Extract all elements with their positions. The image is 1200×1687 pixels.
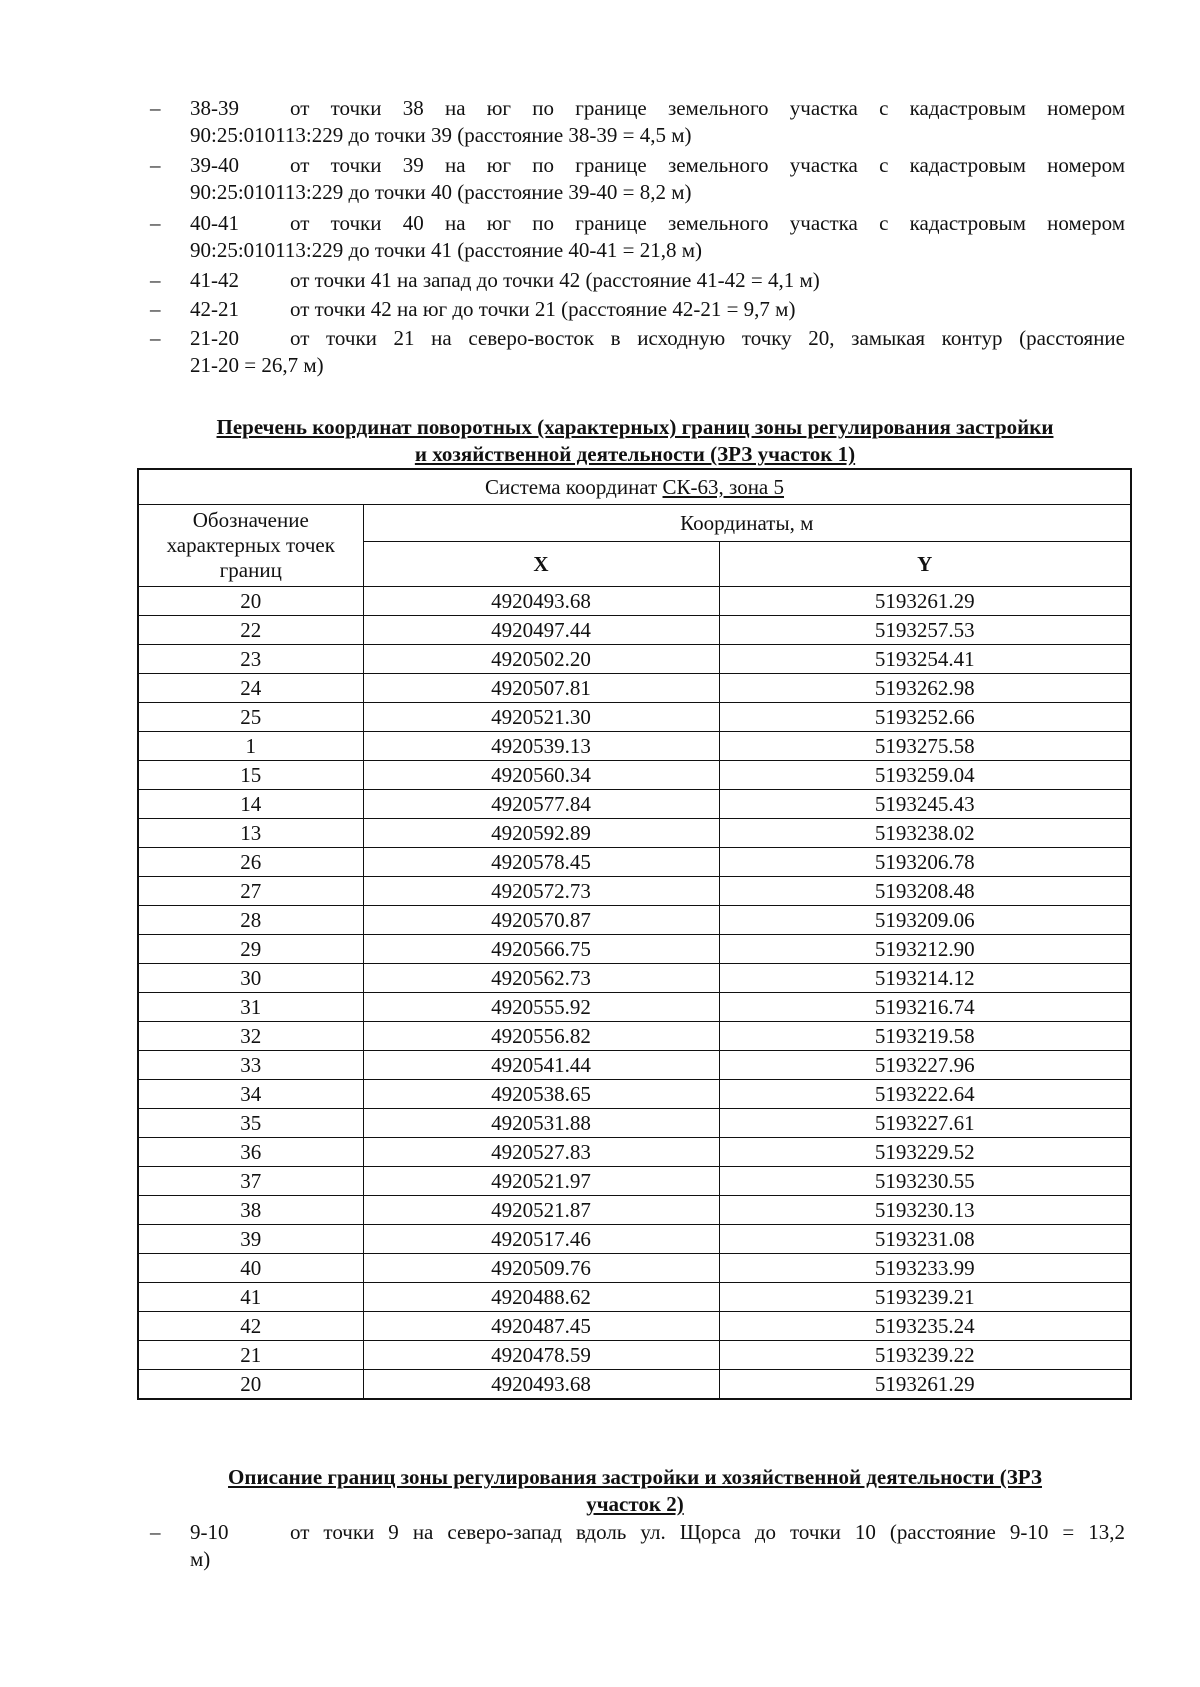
cell-x: 4920493.68 — [363, 587, 719, 616]
table-row — [138, 587, 1131, 616]
boundary-segment — [150, 152, 1125, 206]
cell-y: 5193227.61 — [719, 1109, 1131, 1138]
cell-point: 37 — [138, 1167, 363, 1196]
cell-point: 23 — [138, 645, 363, 674]
cell-point: 42 — [138, 1312, 363, 1341]
cell-y: 5193239.22 — [719, 1341, 1131, 1370]
cell-y: 5193238.02 — [719, 819, 1131, 848]
table-row — [138, 935, 1131, 964]
section-2-title — [140, 1464, 1130, 1518]
cell-point: 22 — [138, 616, 363, 645]
cell-x: 4920507.81 — [363, 674, 719, 703]
segment-code: 42-21 — [190, 297, 239, 321]
cell-point: 31 — [138, 993, 363, 1022]
cell-point: 32 — [138, 1022, 363, 1051]
table-row — [138, 645, 1131, 674]
boundary-segment — [150, 267, 1125, 294]
cell-point: 14 — [138, 790, 363, 819]
cell-y: 5193262.98 — [719, 674, 1131, 703]
x-column-header: X — [363, 542, 719, 587]
table-row — [138, 1022, 1131, 1051]
cell-x: 4920566.75 — [363, 935, 719, 964]
cell-point: 39 — [138, 1225, 363, 1254]
cell-y: 5193261.29 — [719, 1370, 1131, 1400]
cell-x: 4920478.59 — [363, 1341, 719, 1370]
boundary-segment — [150, 210, 1125, 264]
table-row — [138, 1167, 1131, 1196]
segment-description: от точки 40 на юг по границе земельного участка с кадастровым номером — [290, 211, 1125, 235]
cell-y: 5193208.48 — [719, 877, 1131, 906]
segment-description: от точки 38 на юг по границе земельного участка с кадастровым номером — [290, 96, 1125, 120]
cell-x: 4920527.83 — [363, 1138, 719, 1167]
cell-x: 4920531.88 — [363, 1109, 719, 1138]
cell-point: 29 — [138, 935, 363, 964]
cell-point: 36 — [138, 1138, 363, 1167]
cell-x: 4920517.46 — [363, 1225, 719, 1254]
cell-x: 4920592.89 — [363, 819, 719, 848]
cell-y: 5193206.78 — [719, 848, 1131, 877]
segment-code: 21-20 — [190, 326, 239, 350]
cell-x: 4920556.82 — [363, 1022, 719, 1051]
cell-y: 5193261.29 — [719, 587, 1131, 616]
cell-y: 5193239.21 — [719, 1283, 1131, 1312]
cell-y: 5193209.06 — [719, 906, 1131, 935]
cell-point: 24 — [138, 674, 363, 703]
cell-x: 4920572.73 — [363, 877, 719, 906]
cell-point: 25 — [138, 703, 363, 732]
segment-code: 38-39 — [190, 96, 239, 120]
cell-x: 4920509.76 — [363, 1254, 719, 1283]
cell-point: 35 — [138, 1109, 363, 1138]
section-2-title-line-1: Описание границ зоны регулирования застройки и хозяйственной деятельности (ЗРЗ — [228, 1465, 1042, 1489]
table-row — [138, 1109, 1131, 1138]
table-row — [138, 790, 1131, 819]
table-row — [138, 1370, 1131, 1400]
cell-point: 21 — [138, 1341, 363, 1370]
cell-y: 5193235.24 — [719, 1312, 1131, 1341]
cell-point: 34 — [138, 1080, 363, 1109]
cell-point: 30 — [138, 964, 363, 993]
cell-y: 5193245.43 — [719, 790, 1131, 819]
cell-y: 5193257.53 — [719, 616, 1131, 645]
cell-y: 5193252.66 — [719, 703, 1131, 732]
segment-description-continued: м) — [190, 1547, 211, 1571]
boundary-segment — [150, 95, 1125, 149]
table-row — [138, 1196, 1131, 1225]
cell-y: 5193233.99 — [719, 1254, 1131, 1283]
cell-y: 5193275.58 — [719, 732, 1131, 761]
cell-x: 4920577.84 — [363, 790, 719, 819]
boundary-segment — [150, 1519, 1125, 1573]
segment-code: 41-42 — [190, 268, 239, 292]
table-row — [138, 906, 1131, 935]
table-row — [138, 761, 1131, 790]
table-row — [138, 1341, 1131, 1370]
coordinates-table — [137, 468, 1132, 1400]
segment-code: 9-10 — [190, 1520, 229, 1544]
table-row — [138, 616, 1131, 645]
cell-point: 26 — [138, 848, 363, 877]
cell-x: 4920521.87 — [363, 1196, 719, 1225]
cell-point: 33 — [138, 1051, 363, 1080]
table-title-line-2: и хозяйственной деятельности (ЗРЗ участок 1) — [414, 442, 856, 466]
segment-description-continued: 90:25:010113:229 до точки 40 (расстояние 39-40 = 8,2 м) — [190, 180, 692, 204]
cell-y: 5193222.64 — [719, 1080, 1131, 1109]
list-dash: – — [150, 326, 161, 350]
cell-y: 5193230.55 — [719, 1167, 1131, 1196]
list-dash: – — [150, 153, 161, 177]
cell-x: 4920497.44 — [363, 616, 719, 645]
point-designation-header: Обозначение характерных точек границ — [138, 505, 363, 587]
segment-description: от точки 21 на северо-восток в исходную точку 20, замыкая контур (расстояние — [290, 326, 1125, 350]
segment-description: от точки 39 на юг по границе земельного участка с кадастровым номером — [290, 153, 1125, 177]
table-row — [138, 1254, 1131, 1283]
table-row — [138, 703, 1131, 732]
table-row — [138, 993, 1131, 1022]
coordinate-system-name: СК-63, зона 5 — [662, 474, 785, 499]
cell-x: 4920521.30 — [363, 703, 719, 732]
cell-x: 4920560.34 — [363, 761, 719, 790]
cell-y: 5193254.41 — [719, 645, 1131, 674]
segment-description-continued: 21-20 = 26,7 м) — [190, 353, 324, 377]
cell-point: 40 — [138, 1254, 363, 1283]
list-dash: – — [150, 1520, 161, 1544]
table-row — [138, 1051, 1131, 1080]
coordinates-header: Координаты, м — [363, 505, 1131, 542]
cell-y: 5193230.13 — [719, 1196, 1131, 1225]
cell-x: 4920570.87 — [363, 906, 719, 935]
cell-x: 4920538.65 — [363, 1080, 719, 1109]
list-dash: – — [150, 96, 161, 120]
table-row — [138, 1138, 1131, 1167]
table-title — [140, 414, 1130, 468]
cell-x: 4920502.20 — [363, 645, 719, 674]
list-dash: – — [150, 211, 161, 235]
cell-y: 5193231.08 — [719, 1225, 1131, 1254]
cell-point: 13 — [138, 819, 363, 848]
boundary-segment — [150, 325, 1125, 379]
cell-point: 41 — [138, 1283, 363, 1312]
cell-x: 4920488.62 — [363, 1283, 719, 1312]
segment-code: 40-41 — [190, 211, 239, 235]
cell-x: 4920493.68 — [363, 1370, 719, 1400]
cell-point: 28 — [138, 906, 363, 935]
cell-point: 15 — [138, 761, 363, 790]
cell-x: 4920562.73 — [363, 964, 719, 993]
cell-point: 1 — [138, 732, 363, 761]
y-column-header: Y — [719, 542, 1131, 587]
cell-y: 5193212.90 — [719, 935, 1131, 964]
cell-point: 20 — [138, 1370, 363, 1400]
table-title-line-1: Перечень координат поворотных (характерных) границ зоны регулирования застройки — [216, 415, 1054, 439]
table-row — [138, 674, 1131, 703]
cell-x: 4920487.45 — [363, 1312, 719, 1341]
cell-y: 5193229.52 — [719, 1138, 1131, 1167]
table-row — [138, 848, 1131, 877]
table-row — [138, 1225, 1131, 1254]
segment-code: 39-40 — [190, 153, 239, 177]
boundary-segment — [150, 296, 1125, 323]
segment-description-continued: 90:25:010113:229 до точки 39 (расстояние 38-39 = 4,5 м) — [190, 123, 692, 147]
cell-x: 4920539.13 — [363, 732, 719, 761]
cell-x: 4920541.44 — [363, 1051, 719, 1080]
cell-point: 27 — [138, 877, 363, 906]
segment-description: от точки 42 на юг до точки 21 (расстояние 42-21 = 9,7 м) — [290, 297, 796, 321]
segment-description-continued: 90:25:010113:229 до точки 41 (расстояние 40-41 = 21,8 м) — [190, 238, 703, 262]
list-dash: – — [150, 268, 161, 292]
cell-x: 4920521.97 — [363, 1167, 719, 1196]
table-row — [138, 819, 1131, 848]
table-row — [138, 877, 1131, 906]
cell-y: 5193259.04 — [719, 761, 1131, 790]
cell-y: 5193219.58 — [719, 1022, 1131, 1051]
table-row — [138, 1312, 1131, 1341]
cell-point: 20 — [138, 587, 363, 616]
table-row — [138, 732, 1131, 761]
section-2-title-line-2: участок 2) — [586, 1492, 684, 1516]
coordinates-table-body — [138, 587, 1131, 1400]
table-row — [138, 1080, 1131, 1109]
list-dash: – — [150, 297, 161, 321]
table-row — [138, 964, 1131, 993]
coordinate-system-prefix: Система координат — [485, 474, 663, 499]
cell-y: 5193216.74 — [719, 993, 1131, 1022]
cell-x: 4920578.45 — [363, 848, 719, 877]
cell-point: 38 — [138, 1196, 363, 1225]
cell-x: 4920555.92 — [363, 993, 719, 1022]
coordinate-system-cell — [138, 469, 1131, 505]
segment-description: от точки 9 на северо-запад вдоль ул. Щорса до точки 10 (расстояние 9-10 = 13,2 — [290, 1520, 1125, 1544]
table-row — [138, 1283, 1131, 1312]
cell-y: 5193227.96 — [719, 1051, 1131, 1080]
segment-description: от точки 41 на запад до точки 42 (расстояние 41-42 = 4,1 м) — [290, 268, 820, 292]
cell-y: 5193214.12 — [719, 964, 1131, 993]
